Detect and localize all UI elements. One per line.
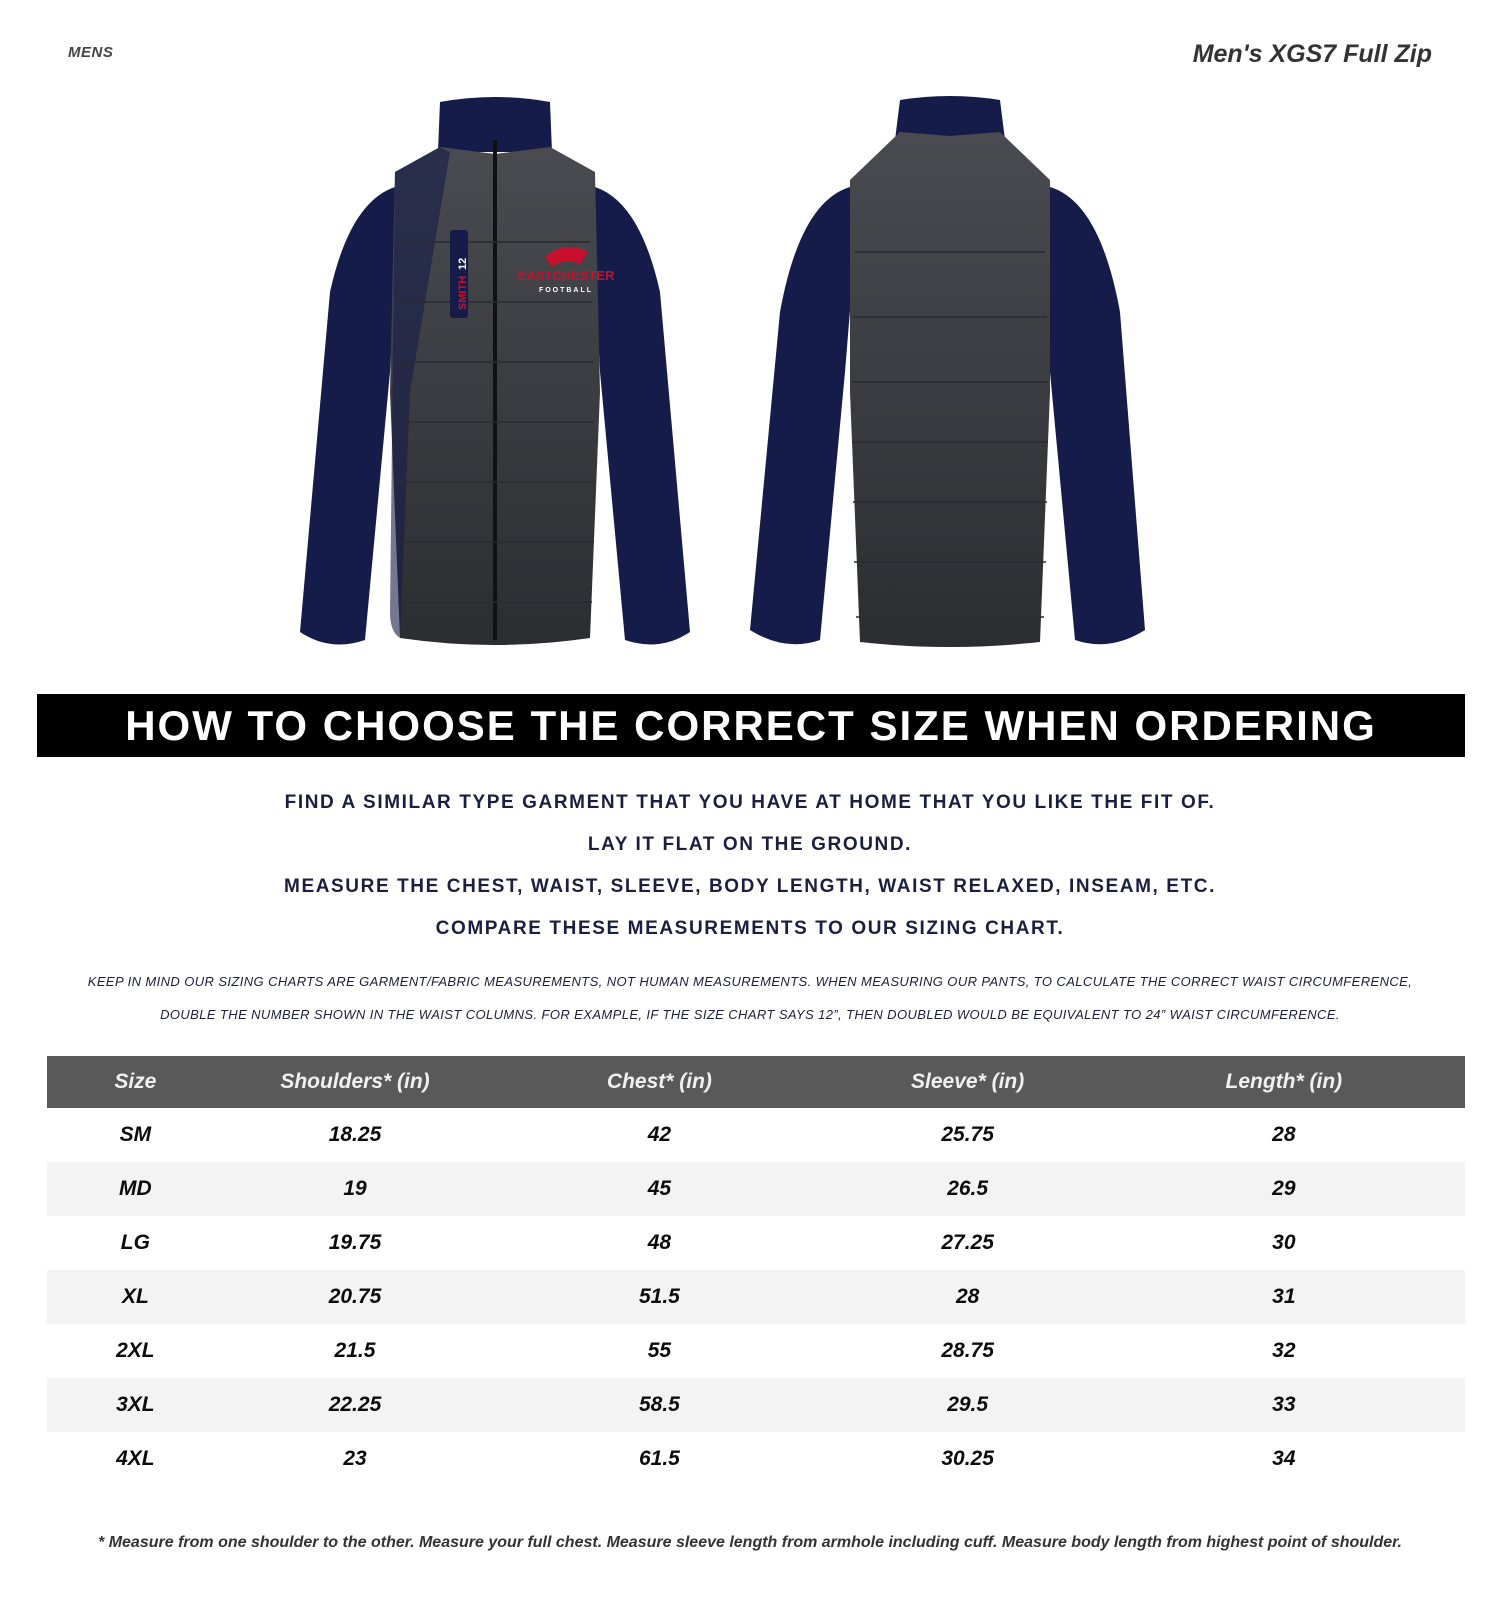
length-cell: 29: [1103, 1162, 1465, 1216]
table-row: [47, 1216, 1465, 1270]
sleeve-cell: 25.75: [941, 1123, 994, 1146]
table-row: [47, 1162, 1465, 1216]
shoulders-cell: 19.75: [328, 1231, 382, 1254]
category-label: MENS: [68, 44, 114, 61]
sleeve-cell: 26.5: [833, 1162, 1103, 1216]
size-cell: 4XL: [116, 1447, 155, 1470]
header-shoulders: Shoulders* (in): [224, 1056, 487, 1108]
length-cell: 28: [1272, 1123, 1296, 1146]
shoulders-cell: 23: [343, 1447, 367, 1470]
sleeve-cell: 28.75: [941, 1339, 994, 1362]
chest-cell: 58.5: [486, 1378, 832, 1432]
sleeve-cell: 29.5: [833, 1378, 1103, 1432]
size-cell: MD: [47, 1162, 224, 1216]
table-row: [47, 1378, 1465, 1432]
sleeve-cell: 28: [833, 1270, 1103, 1324]
length-cell: 32: [1272, 1339, 1296, 1362]
jacket-images: [290, 92, 1210, 674]
size-cell: SM: [119, 1123, 152, 1146]
length-cell: 33: [1103, 1378, 1465, 1432]
header-chest: Chest* (in): [486, 1056, 832, 1108]
shoulders-cell: 20.75: [224, 1270, 487, 1324]
chest-cell: 55: [647, 1339, 672, 1362]
size-cell: LG: [120, 1231, 150, 1254]
table-row: [47, 1270, 1465, 1324]
sleeve-cell: 27.25: [941, 1231, 994, 1254]
table-row: [47, 1324, 1465, 1378]
product-title: Men's XGS7 Full Zip: [1192, 40, 1432, 68]
size-cell: XL: [47, 1270, 224, 1324]
note-line: KEEP IN MIND OUR SIZING CHARTS ARE GARMENT/FABRIC MEASUREMENTS, NOT HUMAN MEASUREMENTS. WHEN MEASURING OUR PANTS, TO CALCULATE THE CORRECT WAIST CIRCUMFERENCE,: [87, 974, 1413, 989]
header-sleeve: Sleeve* (in): [833, 1056, 1103, 1108]
header-length: Length* (in): [1103, 1056, 1465, 1108]
chest-cell: 45: [486, 1162, 832, 1216]
chest-cell: 61.5: [638, 1447, 680, 1470]
instruction-step: MEASURE THE CHEST, WAIST, SLEEVE, BODY LENGTH, WAIST RELAXED, INSEAM, ETC.: [284, 876, 1216, 897]
table-row: [47, 1108, 1465, 1162]
measurement-notes: [0, 972, 1500, 1038]
table-header-row: [47, 1056, 1465, 1108]
shoulders-cell: 22.25: [224, 1378, 487, 1432]
length-cell: 30: [1272, 1231, 1296, 1254]
chest-cell: 51.5: [486, 1270, 832, 1324]
instruction-step: LAY IT FLAT ON THE GROUND.: [587, 834, 913, 855]
front-logo-line2: FOOTBALL: [538, 287, 594, 294]
jacket-front: [300, 97, 690, 645]
front-logo-line1: EASTCHESTER: [517, 268, 615, 283]
header-size: Size: [47, 1056, 224, 1108]
note-line: DOUBLE THE NUMBER SHOWN IN THE WAIST COLUMNS. FOR EXAMPLE, IF THE SIZE CHART SAYS 12”, THEN DOUBLED WOULD BE EQUIVALENT TO 24” WAIST CIRCUMFERENCE.: [160, 1007, 1340, 1022]
length-cell: 31: [1103, 1270, 1465, 1324]
chest-cell: 48: [647, 1231, 672, 1254]
how-to-banner: HOW TO CHOOSE THE CORRECT SIZE WHEN ORDERING: [37, 694, 1465, 757]
chest-cell: 42: [647, 1123, 672, 1146]
instruction-step: FIND A SIMILAR TYPE GARMENT THAT YOU HAVE AT HOME THAT YOU LIKE THE FIT OF.: [284, 792, 1216, 813]
sleeve-cell: 30.25: [941, 1447, 994, 1470]
sleeve-number: 12: [457, 257, 469, 270]
size-cell: 2XL: [116, 1339, 155, 1362]
size-chart-table: [47, 1056, 1465, 1486]
shoulders-cell: 19: [224, 1162, 487, 1216]
instruction-step: COMPARE THESE MEASUREMENTS TO OUR SIZING CHART.: [435, 918, 1065, 939]
sizing-instructions: [0, 790, 1500, 958]
shoulders-cell: 18.25: [328, 1123, 382, 1146]
length-cell: 34: [1272, 1447, 1296, 1470]
table-row: [47, 1432, 1465, 1486]
sleeve-name: SMITH: [457, 275, 469, 310]
shoulders-cell: 21.5: [334, 1339, 376, 1362]
size-cell: 3XL: [47, 1378, 224, 1432]
measurement-footnote: * Measure from one shoulder to the other. Measure your full chest. Measure sleeve length from armhole including cuff. Measure body length from highest point of shoulder.: [98, 1534, 1402, 1551]
jacket-back: [750, 96, 1145, 647]
